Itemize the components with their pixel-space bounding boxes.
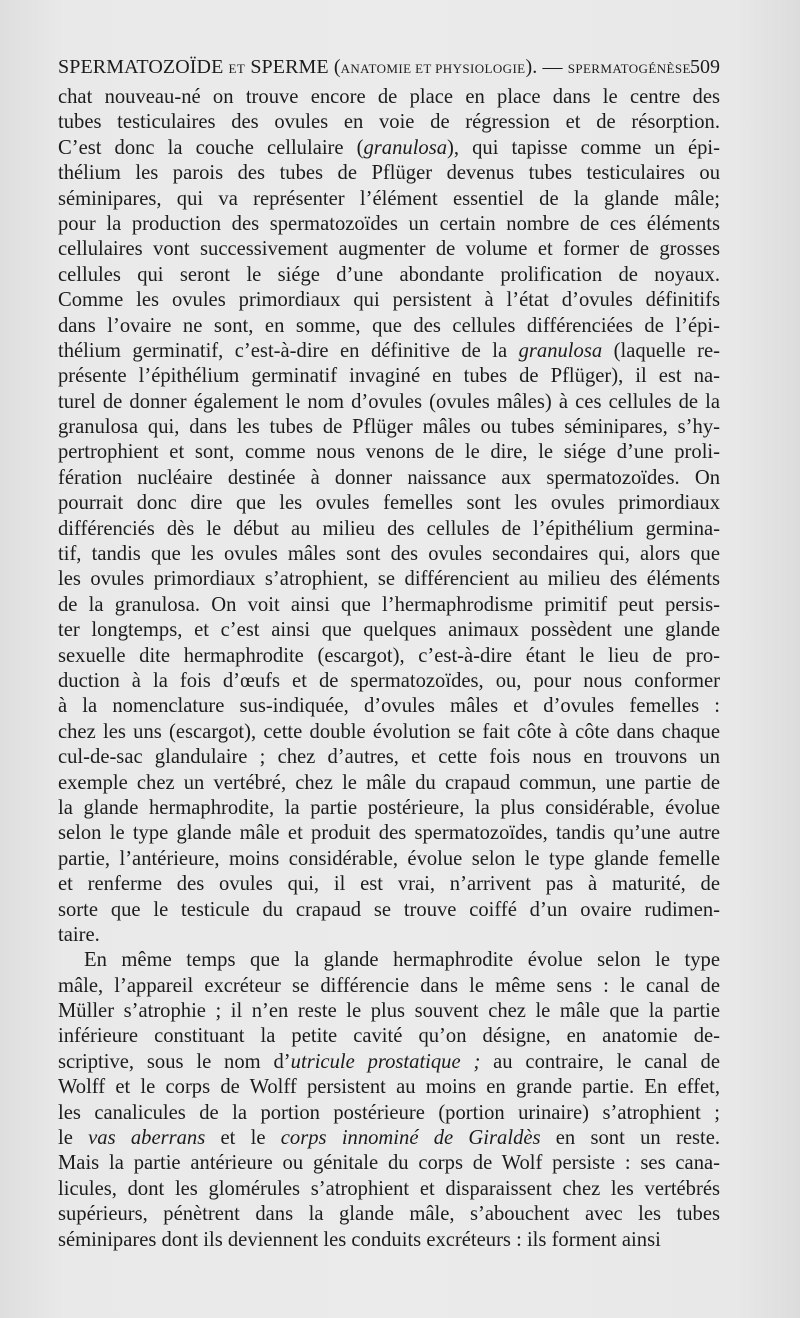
text-line: cellulaires vont successivement augmenter de volume et former de grosses <box>58 238 720 261</box>
header-title <box>58 52 694 82</box>
text-line: inférieure constituant la petite cavité qu’on désigne, en anatomie de- <box>58 1025 720 1048</box>
text-line: pertrophient et sont, comme nous venons de le dire, le siége d’une proli- <box>58 441 720 464</box>
text-line: tif, tandis que les ovules mâles sont des ovules secondaires qui, alors que <box>58 543 720 566</box>
text-line: granulosa qui, dans les tubes de Pflüger mâles ou tubes séminipares, s’hy- <box>58 416 720 439</box>
text-line: ter longtemps, et c’est ainsi que quelques animaux possèdent une glande <box>58 619 720 642</box>
text-line: pourrait donc dire que les ovules femelles sont les ovules primordiaux <box>58 492 720 515</box>
text-line: scriptive, sous le nom d’utricule prostatique ; au contraire, le canal de <box>58 1050 720 1073</box>
text-line: les canalicules de la portion postérieure (portion urinaire) s’atrophient ; <box>58 1101 720 1124</box>
text-line: dans l’ovaire ne sont, en somme, que des cellules différenciées de l’épi- <box>58 314 720 337</box>
text-line: turel de donner également le nom d’ovules (ovules mâles) à ces cellules de la <box>58 390 720 413</box>
text-line: à la nomenclature sus-indiquée, d’ovules mâles et d’ovules femelles : <box>58 695 720 718</box>
running-header <box>58 52 720 82</box>
body-text <box>58 85 720 1253</box>
text-line: pour la production des spermatozoïdes un certain nombre de ces éléments <box>58 212 720 235</box>
text-line: différenciés dès le début au milieu des cellules de l’épithélium germina- <box>58 517 720 540</box>
text-line: licules, dont les glomérules s’atrophient et disparaissent chez les vertébrés <box>58 1177 720 1200</box>
text-line: Müller s’atrophie ; il n’en reste le plus souvent chez le mâle que la partie <box>58 1000 720 1023</box>
text-line: chez les uns (escargot), cette double évolution se fait côte à côte dans chaque <box>58 720 720 743</box>
page-number: 509 <box>690 56 720 78</box>
text-line: taire. <box>58 923 100 946</box>
text-line: Comme les ovules primordiaux qui persistent à l’état d’ovules définitifs <box>58 289 720 312</box>
header-subtitle: SPERMATOGÉNÈSE. <box>567 61 695 76</box>
text-line: mâle, l’appareil excréteur se différencie dans le même sens : le canal de <box>58 974 720 997</box>
text-line: tubes testiculaires des ovules en voie de régression et de résorption. <box>58 111 720 134</box>
text-line: sexuelle dite hermaphrodite (escargot), c’est-à-dire étant le lieu de pro- <box>58 644 720 667</box>
text-line: le vas aberrans et le corps innominé de Giraldès en sont un reste. <box>58 1127 720 1150</box>
text-line: sorte que le testicule du crapaud se trouve coiffé d’un ovaire rudimen- <box>58 898 720 921</box>
header-title-close: ). — <box>525 56 563 78</box>
text-line: cul-de-sac glandulaire ; chez d’autres, et cette fois nous en trouvons un <box>58 746 720 769</box>
text-line: présente l’épithélium germinatif invaginé en tubes de Pflüger), il est na- <box>58 365 720 388</box>
text-line: supérieurs, pénètrent dans la glande mâle, s’abouchent avec les tubes <box>58 1203 720 1226</box>
text-line: partie, l’antérieure, moins considérable, évolue selon le type glande femelle <box>58 847 720 870</box>
text-line: En même temps que la glande hermaphrodite évolue selon le type <box>84 949 720 972</box>
text-line: de la granulosa. On voit ainsi que l’hermaphrodisme primitif peut persis- <box>58 593 720 616</box>
header-title-anatomie: ANATOMIE ET PHYSIOLOGIE <box>340 61 526 76</box>
text-line: exemple chez un vertébré, chez le mâle du crapaud commun, une partie de <box>58 771 720 794</box>
header-title-et: ET <box>228 61 246 76</box>
text-line: C’est donc la couche cellulaire (granulosa), qui tapisse comme un épi- <box>58 136 720 159</box>
text-line: selon le type glande mâle et produit des spermatozoïdes, tandis qu’une autre <box>58 822 720 845</box>
text-line: Wolff et le corps de Wolff persistent au moins en grande partie. En effet, <box>58 1076 720 1099</box>
text-line: séminipares, qui va représenter l’élément essentiel de la glande mâle; <box>58 187 720 210</box>
text-line: chat nouveau-né on trouve encore de place en place dans le centre des <box>58 86 720 108</box>
text-line: les ovules primordiaux s’atrophient, se différencient au milieu des éléments <box>58 568 720 591</box>
text-line: et renferme des ovules qui, il est vrai, n’arrivent pas à maturité, de <box>58 873 720 896</box>
text-line: fération nucléaire destinée à donner naissance aux spermatozoïdes. On <box>58 466 720 489</box>
header-title-sperme: SPERME ( <box>250 56 341 78</box>
text-line: la glande hermaphrodite, la partie postérieure, la plus considérable, évolue <box>58 796 720 819</box>
text-line: Mais la partie antérieure ou génitale du corps de Wolf persiste : ses cana- <box>58 1152 720 1175</box>
text-line: cellules qui seront le siége d’une abondante prolification de noyaux. <box>58 263 720 286</box>
header-title-main: SPERMATOZOÏDE <box>58 56 224 78</box>
text-line: duction à la fois d’œufs et de spermatozoïdes, ou, pour nous conformer <box>58 669 720 692</box>
text-line: thélium germinatif, c’est-à-dire en définitive de la granulosa (laquelle re- <box>58 339 720 362</box>
text-line: séminipares dont ils deviennent les conduits excréteurs : ils forment ainsi <box>58 1228 661 1251</box>
text-line: thélium les parois des tubes de Pflüger devenus tubes testiculaires ou <box>58 162 720 185</box>
